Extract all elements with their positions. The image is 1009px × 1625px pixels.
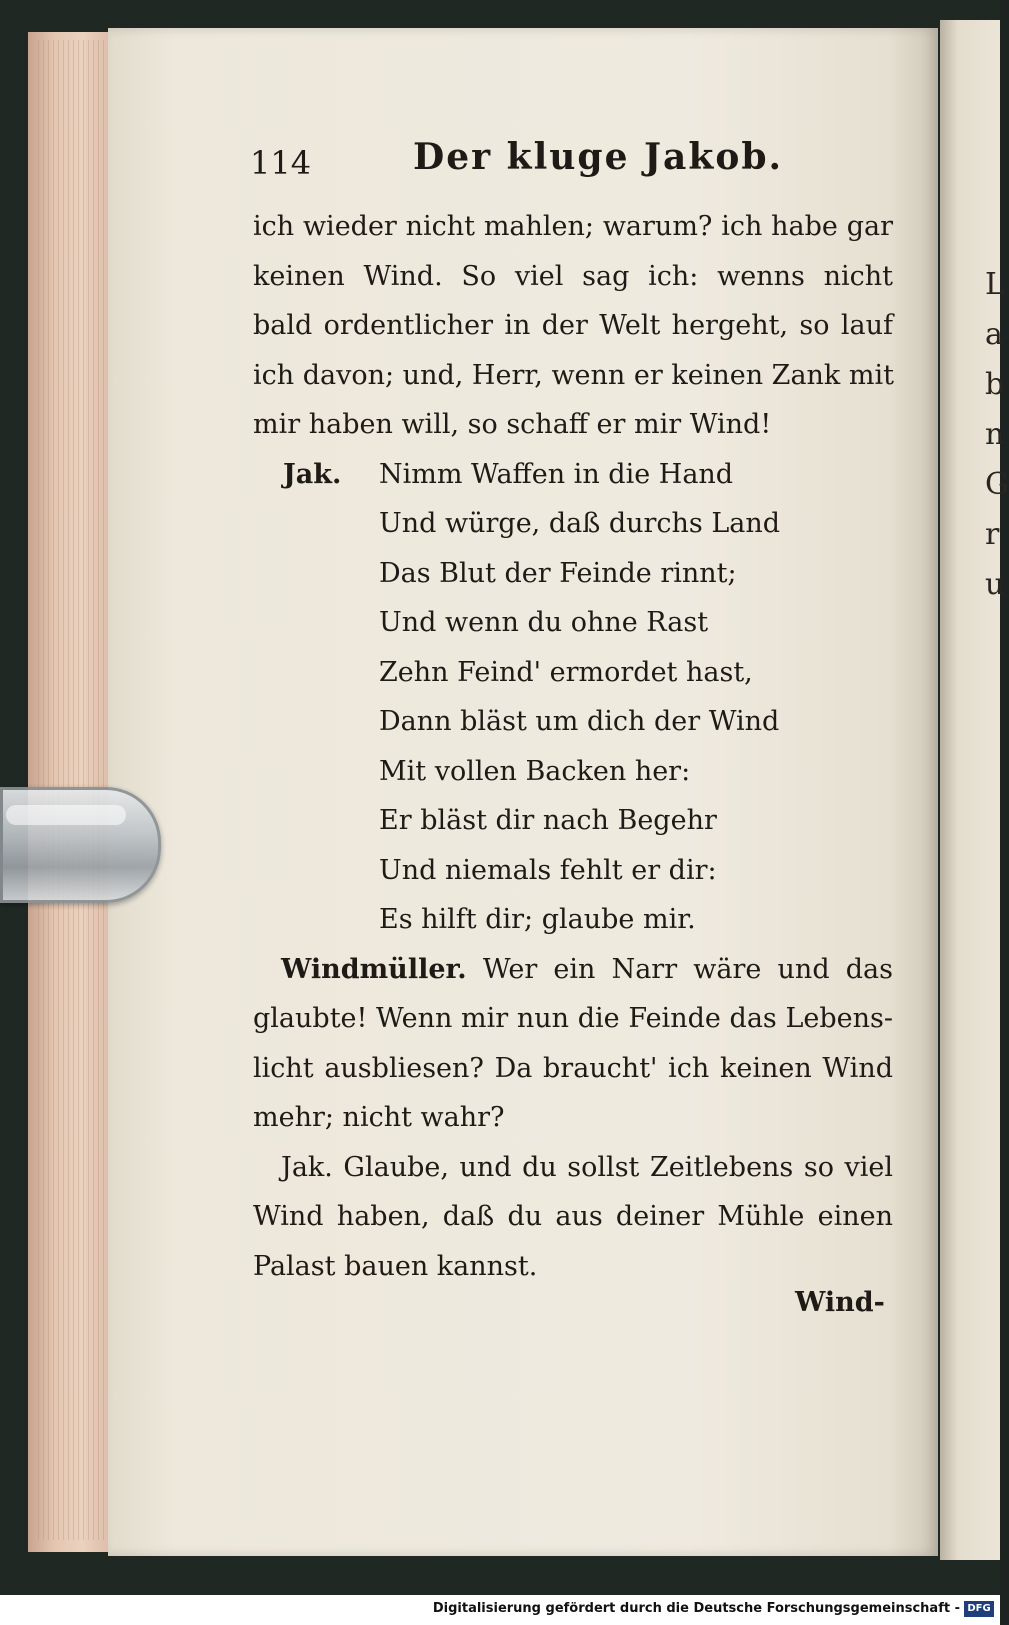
prose-line: mir haben will, so schaff er mir Wind!	[253, 409, 772, 440]
page-number: 114	[250, 144, 312, 182]
fragment-letter: b	[985, 367, 1005, 402]
prose-line: Wind haben, daß du aus deiner Mühle einen	[253, 1201, 893, 1232]
verse-line	[253, 747, 893, 797]
verse-line	[253, 648, 893, 698]
bookmark-tab-highlight	[6, 805, 126, 825]
facing-page-edge	[940, 20, 1000, 1560]
prose-line: glaubte! Wenn mir nun die Feinde das Lebens-	[253, 1003, 893, 1034]
footer-bar	[0, 1595, 1000, 1625]
verse-text: Nimm Waffen in die Hand	[379, 458, 734, 490]
prose-line	[253, 945, 893, 995]
verse-line	[253, 598, 893, 648]
verse-text: Es hilft dir; glaube mir.	[379, 904, 696, 935]
running-title: Der kluge Jakob.	[413, 136, 784, 178]
verse-line	[253, 895, 893, 945]
verse-text: Zehn Feind' ermordet hast,	[379, 656, 753, 688]
facing-page-fragment	[985, 260, 1009, 610]
speaker-jakob: Jak.	[283, 458, 342, 490]
page-header	[250, 130, 893, 202]
fragment-letter: G	[985, 467, 1009, 502]
verse-line	[253, 499, 893, 549]
verse-line	[253, 450, 893, 500]
fragment-letter: u	[985, 567, 1005, 602]
dfg-logo: DFG	[964, 1601, 994, 1617]
speech-text: Wer ein Narr wäre und das	[482, 953, 893, 985]
prose-line: keinen Wind. So viel sag ich: wenns nicht	[253, 260, 893, 292]
funding-credit: Digitalisierung gefördert durch die Deutsche Forschungsgemeinschaft -	[432, 1601, 960, 1616]
prose-line: Palast bauen kannst.	[253, 1250, 538, 1282]
verse-line	[253, 549, 893, 599]
fragment-letter: r	[985, 517, 1000, 552]
prose-line: mehr; nicht wahr?	[253, 1102, 505, 1133]
prose-line: ich davon; und, Herr, wenn er keinen Zank mit	[253, 359, 894, 391]
verse-text: Und würge, daß durchs Land	[379, 508, 781, 539]
prose-line: licht ausbliesen? Da braucht' ich keinen Wind	[253, 1052, 893, 1084]
verse-text: Er bläst dir nach Begehr	[379, 805, 717, 836]
fragment-letter: n	[985, 417, 1005, 452]
prose-line: ich wieder nicht mahlen; warum? ich habe gar	[253, 211, 893, 242]
verse-text: Und wenn du ohne Rast	[379, 607, 709, 638]
verse-text: Das Blut der Feinde rinnt;	[379, 557, 737, 589]
verse-line	[253, 796, 893, 846]
fragment-letter: L	[985, 267, 1005, 302]
fragment-letter: a	[985, 317, 1003, 352]
verse-line	[253, 846, 893, 896]
page-text	[250, 130, 894, 1291]
verse-text: Und niemals fehlt er dir:	[379, 854, 717, 886]
prose-line: Jak. Glaube, und du sollst Zeitlebens so viel	[281, 1151, 893, 1183]
verse-line	[253, 697, 893, 747]
verse-text: Mit vollen Backen her:	[379, 755, 691, 787]
prose-line: bald ordentlicher in der Welt hergeht, so lauf	[253, 310, 893, 341]
catchword: Wind-	[795, 1287, 885, 1318]
speaker-windmueller: Windmüller.	[281, 953, 467, 985]
verse-text: Dann bläst um dich der Wind	[379, 706, 780, 737]
